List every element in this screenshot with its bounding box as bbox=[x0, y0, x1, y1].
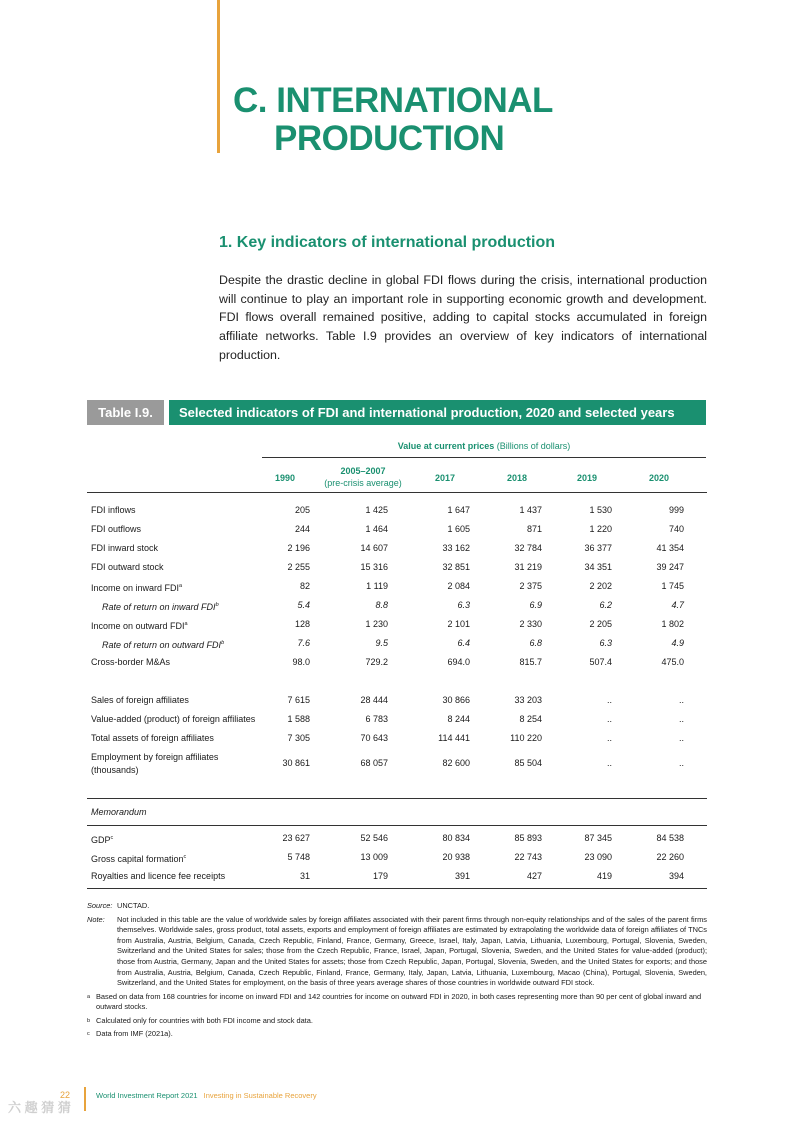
cell-value: 1 745 bbox=[661, 581, 684, 591]
cell-value: 2 205 bbox=[589, 619, 612, 629]
cell-value: 33 162 bbox=[442, 543, 470, 553]
memorandum-top-rule bbox=[87, 798, 707, 799]
row-label-text: Employment by foreign affiliates bbox=[91, 752, 219, 762]
cell-value: .. bbox=[606, 733, 612, 743]
table-label: Table I.9. bbox=[87, 400, 164, 425]
row-label-footnote-mark: a bbox=[179, 583, 183, 589]
cell-value: 114 441 bbox=[438, 733, 470, 743]
cell-value: 8 254 bbox=[519, 714, 542, 724]
cell-value: 1 530 bbox=[589, 505, 612, 515]
footnote-a-text: Based on data from 168 countries for income on inward FDI and 142 countries for income on outward FDI in 2020, in both cases representing more than 90 per cent of global inward and outward stocks. bbox=[96, 991, 702, 1012]
cell-value: 85 893 bbox=[514, 833, 542, 843]
source-line bbox=[87, 901, 707, 912]
cell-value: 394 bbox=[668, 871, 684, 881]
cell-value: 2 084 bbox=[447, 581, 470, 591]
section-heading: 1. Key indicators of international production bbox=[219, 234, 556, 251]
cell-value: .. bbox=[678, 758, 684, 768]
cell-value: 68 057 bbox=[360, 758, 388, 768]
cell-value: 14 607 bbox=[360, 543, 388, 553]
cell-value: 815.7 bbox=[519, 657, 542, 667]
note-line bbox=[87, 915, 707, 989]
row-label bbox=[91, 543, 158, 554]
table-supheader-unit: (Billions of dollars) bbox=[494, 441, 571, 451]
column-header: 2020 bbox=[648, 473, 670, 483]
note-text: Not included in this table are the value of worldwide sales by foreign affiliates associated with their parent firms through non-equity relationships and of the sales of the parent firms themselves. Worldwide sales, gross product, total assets, exports and employment of foreign affiliates are estimated by extrapolating the worldwide data of foreign affiliates of TNCs from Australia, Austria, Belgium, Canada, Czech Republic, Finland, France, Germany, Greece, Israel, Italy, Japan, Latvia, Lithuania, Luxembourg, Portugal, Slovenia, Sweden, Switzerland and the United States for sales; those from the Czech Republic, France, Israel, Japan, Portugal, Slovenia, Sweden, and the United States for value-added (product); those from Austria, Germany, Japan and the United States for assets; those from Czech Republic, Japan, Portugal, Slovenia, Sweden, and the United States for exports; and those from Australia, Austria, Belgium, Canada, Czech Republic, Finland, France, Germany, Italy, Japan, Latvia, Lithuania, Luxembourg, Macao (China), Portugal, Slovenia, Sweden, Switzerland, and the United States for employment, on the basis of three years average shares of those countries in worldwide outward FDI stock. bbox=[117, 914, 707, 988]
cell-value: 1 588 bbox=[287, 714, 310, 724]
footnote-c-text: Data from IMF (2021a). bbox=[96, 1028, 173, 1038]
cell-value: 740 bbox=[668, 524, 684, 534]
cell-value: 23 090 bbox=[584, 852, 612, 862]
cell-value: 7 305 bbox=[287, 733, 310, 743]
cell-value: 1 802 bbox=[661, 619, 684, 629]
row-label bbox=[91, 733, 214, 744]
cell-value: 84 538 bbox=[656, 833, 684, 843]
cell-value: 1 437 bbox=[519, 505, 542, 515]
row-label-text: GDP bbox=[91, 835, 111, 845]
cell-value: 179 bbox=[372, 871, 388, 881]
page-number: 22 bbox=[60, 1090, 71, 1100]
cell-value: 20 938 bbox=[442, 852, 470, 862]
row-label bbox=[91, 581, 182, 594]
cell-value: 6 783 bbox=[365, 714, 388, 724]
table-supheader-rule bbox=[262, 457, 706, 458]
cell-value: 22 743 bbox=[514, 852, 542, 862]
cell-value: .. bbox=[678, 714, 684, 724]
table-bottom-rule bbox=[87, 888, 707, 889]
row-label-text: Rate of return on inward FDI bbox=[102, 602, 216, 612]
footnote-a bbox=[87, 992, 707, 1013]
cell-value: 1 425 bbox=[365, 505, 388, 515]
table-supheader-bold: Value at current prices bbox=[397, 441, 495, 451]
cell-value: .. bbox=[606, 758, 612, 768]
row-label bbox=[91, 833, 113, 846]
cell-value: 23 627 bbox=[282, 833, 310, 843]
row-label bbox=[91, 562, 164, 573]
footnote-b-text: Calculated only for countries with both FDI income and stock data. bbox=[96, 1015, 313, 1025]
cell-value: 39 247 bbox=[656, 562, 684, 572]
page-footer bbox=[60, 1083, 317, 1107]
row-label bbox=[91, 505, 136, 516]
cell-value: 1 220 bbox=[589, 524, 612, 534]
row-label bbox=[91, 714, 255, 725]
cell-value: 2 255 bbox=[287, 562, 310, 572]
cell-value: 32 851 bbox=[442, 562, 470, 572]
report-name: World Investment Report 2021 bbox=[96, 1090, 198, 1100]
cell-value: 98.0 bbox=[292, 657, 310, 667]
cell-value: 2 375 bbox=[519, 581, 542, 591]
memorandum-bottom-rule bbox=[87, 825, 707, 826]
row-label-text: Rate of return on outward FDI bbox=[102, 640, 222, 650]
cell-value: 82 bbox=[299, 581, 310, 591]
table-supheader bbox=[262, 441, 706, 452]
cell-value: 22 260 bbox=[656, 852, 684, 862]
column-header: 2017 bbox=[434, 473, 456, 483]
row-label bbox=[91, 657, 170, 668]
footnote-c bbox=[87, 1029, 707, 1040]
cell-value: 36 377 bbox=[584, 543, 612, 553]
row-label bbox=[91, 852, 186, 865]
cell-value: 2 196 bbox=[287, 543, 310, 553]
chapter-title-line2: PRODUCTION bbox=[274, 119, 505, 158]
cell-value: 13 009 bbox=[360, 852, 388, 862]
chapter-title-line1: C. INTERNATIONAL bbox=[233, 81, 553, 120]
report-subtitle: Investing in Sustainable Recovery bbox=[203, 1090, 317, 1100]
cell-value: 28 444 bbox=[360, 695, 388, 705]
cell-value: 82 600 bbox=[442, 758, 470, 768]
cell-value: 6.8 bbox=[529, 638, 542, 648]
cell-value: 4.9 bbox=[671, 638, 684, 648]
cell-value: 5.4 bbox=[297, 600, 310, 610]
footer-divider bbox=[84, 1087, 86, 1111]
row-label-text: Total assets of foreign affiliates bbox=[91, 733, 214, 743]
cell-value: 2 101 bbox=[447, 619, 470, 629]
cell-value: 6.4 bbox=[457, 638, 470, 648]
row-label bbox=[91, 695, 189, 706]
row-label bbox=[91, 619, 188, 632]
row-label-text: Value-added (product) of foreign affiliates bbox=[91, 714, 256, 724]
cell-value: .. bbox=[678, 733, 684, 743]
row-label bbox=[91, 752, 218, 763]
cell-value: .. bbox=[606, 695, 612, 705]
cell-value: .. bbox=[606, 714, 612, 724]
row-label bbox=[102, 638, 224, 651]
row-label-text: FDI outward stock bbox=[91, 562, 164, 572]
cell-value: 30 866 bbox=[442, 695, 470, 705]
cell-value: 8.8 bbox=[375, 600, 388, 610]
cell-value: 507.4 bbox=[589, 657, 612, 667]
cell-value: 6.9 bbox=[529, 600, 542, 610]
cell-value: 1 464 bbox=[365, 524, 388, 534]
footnote-c-mark: c bbox=[87, 1030, 90, 1037]
cell-value: 7.6 bbox=[297, 638, 310, 648]
row-label bbox=[91, 524, 141, 535]
cell-value: 7 615 bbox=[287, 695, 310, 705]
row-label bbox=[91, 871, 225, 882]
cell-value: 9.5 bbox=[375, 638, 388, 648]
memorandum-label: Memorandum bbox=[91, 807, 147, 817]
row-label-footnote-mark: b bbox=[221, 640, 225, 646]
chapter-accent-bar bbox=[217, 0, 220, 153]
cell-value: 2 202 bbox=[589, 581, 612, 591]
cell-value: 205 bbox=[294, 505, 310, 515]
cell-value: 52 546 bbox=[360, 833, 388, 843]
cell-value: 33 203 bbox=[514, 695, 542, 705]
cell-value: 427 bbox=[526, 871, 542, 881]
cell-value: 15 316 bbox=[360, 562, 388, 572]
cell-value: 80 834 bbox=[442, 833, 470, 843]
note-label: Note: bbox=[87, 914, 105, 924]
row-label-footnote-mark: c bbox=[110, 835, 114, 841]
table-caption bbox=[87, 400, 706, 425]
row-label-text: FDI inflows bbox=[91, 505, 136, 515]
row-label-text: Income on outward FDI bbox=[91, 621, 185, 631]
column-header: 1990 bbox=[274, 473, 296, 483]
row-label-text: Gross capital formation bbox=[91, 854, 184, 864]
notes-section bbox=[87, 901, 707, 1039]
cell-value: 41 354 bbox=[656, 543, 684, 553]
cell-value: 5 748 bbox=[287, 852, 310, 862]
cell-value: 1 230 bbox=[365, 619, 388, 629]
cell-value: .. bbox=[678, 695, 684, 705]
cell-value: 32 784 bbox=[514, 543, 542, 553]
row-label-text: Income on inward FDI bbox=[91, 583, 180, 593]
table-title: Selected indicators of FDI and international production, 2020 and selected years bbox=[169, 400, 706, 425]
cell-value: 999 bbox=[668, 505, 684, 515]
cell-value: 87 345 bbox=[584, 833, 612, 843]
cell-value: 475.0 bbox=[661, 657, 684, 667]
cell-value: 110 220 bbox=[510, 733, 542, 743]
cell-value: 729.2 bbox=[365, 657, 388, 667]
watermark: 六 趣 猜 猜 bbox=[8, 1100, 71, 1115]
row-label-footnote-mark: a bbox=[184, 621, 188, 627]
cell-value: 1 605 bbox=[447, 524, 470, 534]
chapter-title bbox=[233, 82, 553, 158]
cell-value: 30 861 bbox=[282, 758, 310, 768]
column-header: 2018 bbox=[506, 473, 528, 483]
row-label-text: Royalties and licence fee receipts bbox=[91, 871, 226, 881]
row-label-text: Sales of foreign affiliates bbox=[91, 695, 189, 705]
cell-value: 31 bbox=[299, 871, 310, 881]
row-label bbox=[102, 600, 219, 613]
row-label-text: Cross-border M&As bbox=[91, 657, 171, 667]
cell-value: 2 330 bbox=[519, 619, 542, 629]
cell-value: 128 bbox=[294, 619, 310, 629]
cell-value: 34 351 bbox=[584, 562, 612, 572]
cell-value: 6.3 bbox=[457, 600, 470, 610]
column-header: 2019 bbox=[576, 473, 598, 483]
cell-value: 244 bbox=[294, 524, 310, 534]
row-label-footnote-mark: c bbox=[183, 854, 187, 860]
cell-value: 31 219 bbox=[514, 562, 542, 572]
cell-value: 1 119 bbox=[366, 581, 388, 591]
row-label-footnote-mark: b bbox=[215, 602, 219, 608]
cell-value: 6.3 bbox=[599, 638, 612, 648]
intro-paragraph: Despite the drastic decline in global FDI flows during the crisis, international production will continue to play an important role in supporting economic growth and development. FDI flows overall remained positive, adding to capital stocks accumulated in foreign affiliate networks. Table I.9 provides an overview of key indicators of international production. bbox=[219, 273, 707, 362]
cell-value: 419 bbox=[596, 871, 612, 881]
column-header-sub: (pre-crisis average) bbox=[324, 478, 402, 488]
footnote-a-mark: a bbox=[87, 993, 91, 1000]
cell-value: 4.7 bbox=[671, 600, 684, 610]
cell-value: 8 244 bbox=[447, 714, 470, 724]
cell-value: 70 643 bbox=[360, 733, 388, 743]
cell-value: 6.2 bbox=[599, 600, 612, 610]
source-text: UNCTAD. bbox=[117, 901, 150, 910]
row-label-text: FDI inward stock bbox=[91, 543, 159, 553]
table-header-rule bbox=[87, 492, 707, 493]
footnote-b bbox=[87, 1016, 707, 1027]
cell-value: 1 647 bbox=[447, 505, 470, 515]
source-label: Source: bbox=[87, 901, 113, 910]
row-label-line2: (thousands) bbox=[91, 765, 139, 775]
row-label-text: FDI outflows bbox=[91, 524, 142, 534]
footnote-b-mark: b bbox=[87, 1017, 91, 1024]
column-header: 2005–2007 bbox=[340, 466, 386, 476]
cell-value: 694.0 bbox=[447, 657, 470, 667]
cell-value: 391 bbox=[454, 871, 470, 881]
cell-value: 871 bbox=[526, 524, 542, 534]
cell-value: 85 504 bbox=[514, 758, 542, 768]
